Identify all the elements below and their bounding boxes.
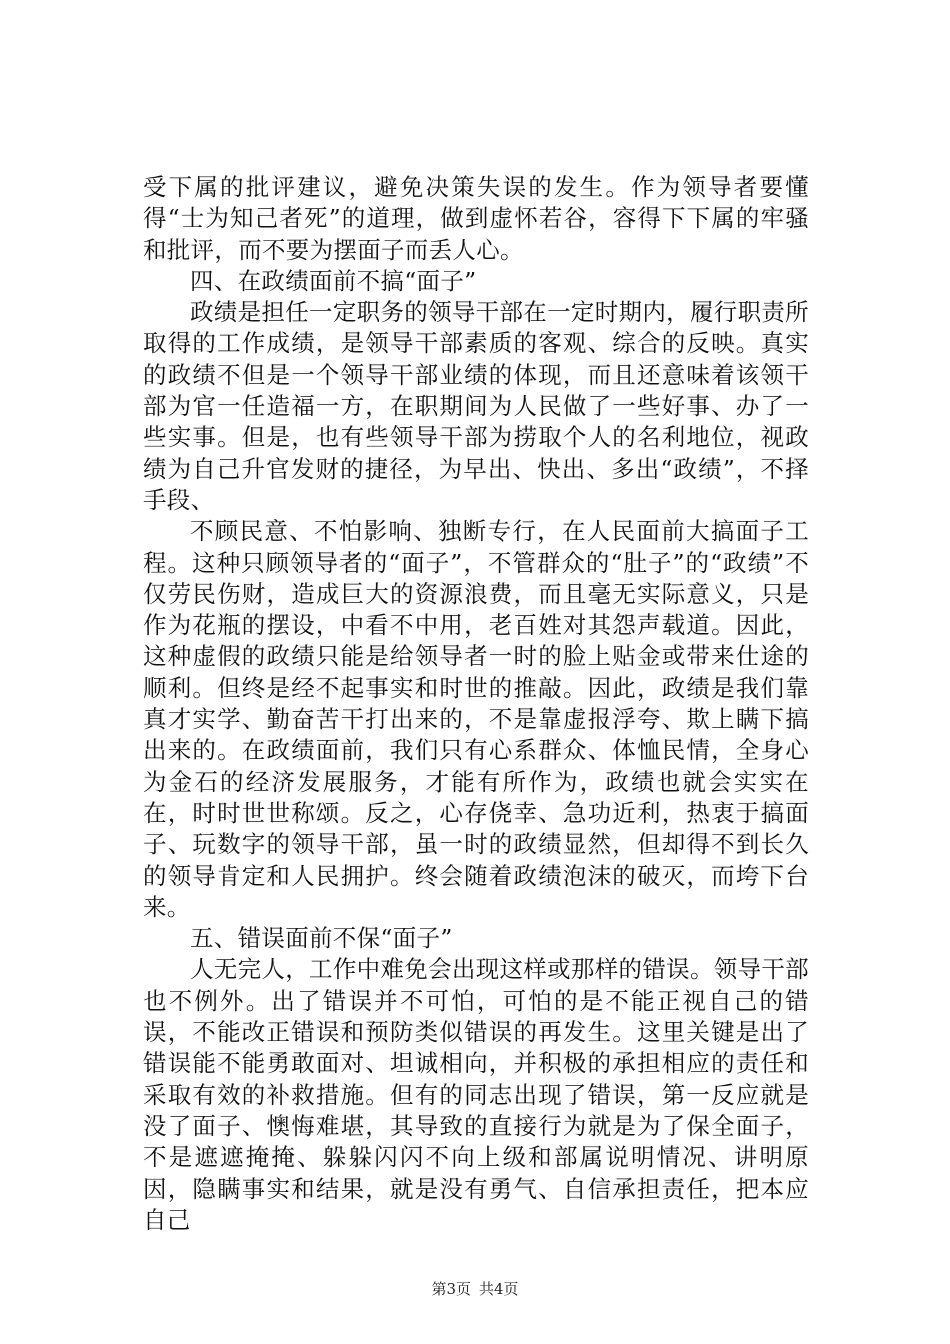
section-heading-5: 五、错误面前不保“面子” <box>190 924 453 953</box>
document-body <box>143 172 809 1236</box>
paragraph: 不顾民意、不怕影响、独断专行，在人民面前大搞面子工程。这种只顾领导者的“面子”，不管群众的“肚子”的“政绩”不仅劳民伤财，造成巨大的资源浪费，而且毫无实际意义，只是作为花瓶的摆设，中看不中用，老百姓对其怨声载道。因此，这种虚假的政绩只能是给领导者一时的脸上贴金或带来仕途的顺利。但终是经不起事实和时世的推敲。因此，政绩是我们靠真才实学、勤奋苦干打出来的，不是靠虚报浮夸、欺上瞒下搞出来的。在政绩面前，我们只有心系群众、体恤民情，全身心为金石的经济发展服务，才能有所作为，政绩也就会实实在在，时时世世称颂。反之，心存侥幸、急功近利，热衷于搞面子、玩数字的领导干部，虽一时的政绩显然，但却得不到长久的领导肯定和人民拥护。终会随着政绩泡沫的破灭，而垮下台来。 <box>143 517 809 921</box>
page-footer <box>0 1278 950 1299</box>
paragraph-continued: 受下属的批评建议，避免决策失误的发生。作为领导者要懂得“士为知己者死”的道理，做到虚怀若谷，容得下下属的牢骚和批评，而不要为摆面子而丢人心。 <box>143 173 809 264</box>
page-number: 第3页 <box>431 1280 471 1298</box>
paragraph: 政绩是担任一定职务的领导干部在一定时期内，履行职责所取得的工作成绩，是领导干部素质的客观、综合的反映。真实的政绩不但是一个领导干部业绩的体现，而且还意味着该领干部为官一任造福一方，在职期间为人民做了一些好事、办了一些实事。但是，也有些领导干部为捞取个人的名利地位，视政绩为自己升官发财的捷径，为早出、快出、多出“政绩”，不择手段、 <box>143 298 809 514</box>
section-heading-4: 四、在政绩面前不搞“面子” <box>190 266 477 295</box>
page-total: 共4页 <box>479 1280 519 1298</box>
paragraph: 人无完人，工作中难免会出现这样或那样的错误。领导干部也不例外。出了错误并不可怕，可怕的是不能正视自己的错误，不能改正错误和预防类似错误的再发生。这里关键是出了错误能不能勇敢面对、坦诚相向，并积极的承担相应的责任和采取有效的补救措施。但有的同志出现了错误，第一反应就是没了面子、懊悔难堪，其导致的直接行为就是为了保全面子，不是遮遮掩掩、躲躲闪闪不向上级和部属说明情况、讲明原因，隐瞒事实和结果，就是没有勇气、自信承担责任，把本应自己 <box>143 955 809 1234</box>
